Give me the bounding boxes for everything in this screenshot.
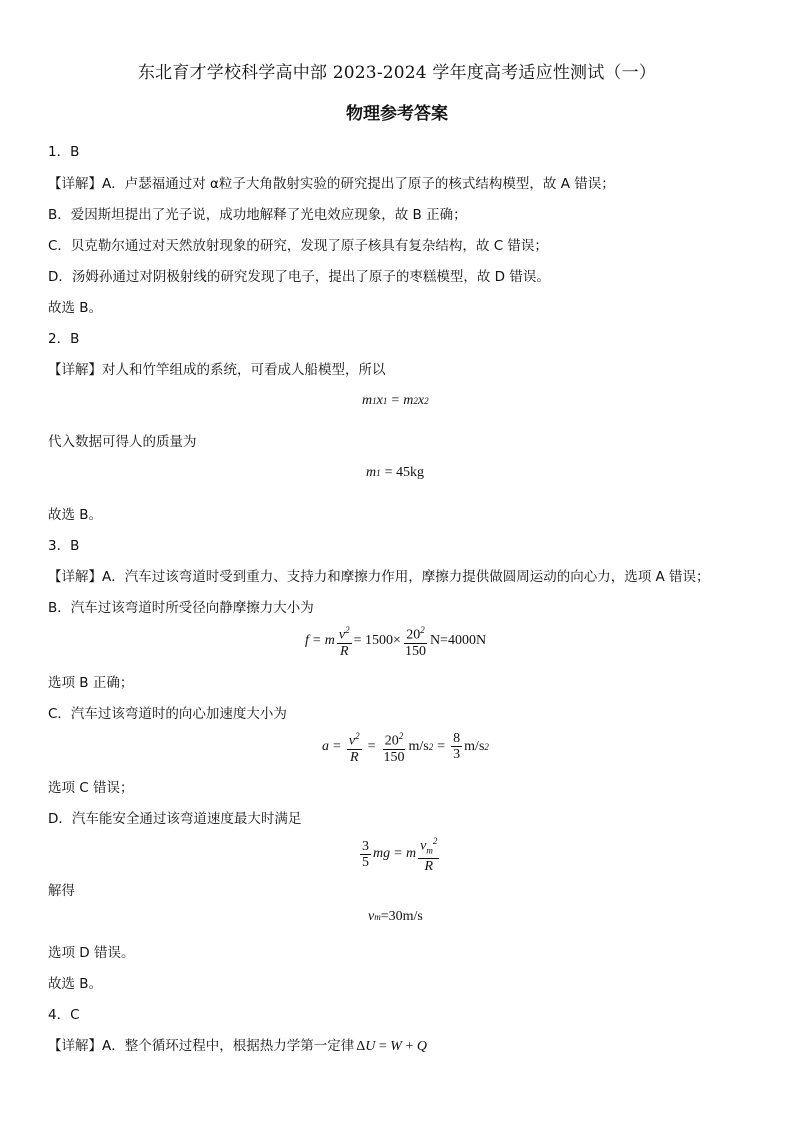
- q3-friction-mid: = 1500×: [353, 632, 401, 648]
- q3-friction-result: N=4000N: [429, 632, 487, 648]
- q3-equation-acceleration: a = $\frac{v^2}{R}$ = $\frac{20^2}{150}$ m/s 2 = $\frac{8}{3}$ m/s 2: [322, 731, 489, 765]
- q3-conclusion: 故选 B。: [48, 976, 103, 992]
- q2-text: 代入数据可得人的质量为: [48, 434, 197, 450]
- q3-answer: 3．B: [48, 538, 80, 554]
- q1-option-d: D．汤姆孙通过对阴极射线的研究发现了电子，提出了原子的枣糕模型，故 D 错误。: [48, 269, 550, 285]
- q1-option-c: C．贝克勒尔通过对天然放射现象的研究，发现了原子核具有复杂结构，故 C 错误；: [48, 238, 548, 254]
- q1-option-b: B．爱因斯坦提出了光子说，成功地解释了光电效应现象，故 B 正确；: [48, 207, 467, 223]
- q1-conclusion: 故选 B。: [48, 300, 103, 316]
- q2-equation-mass: m 1 = 45kg: [366, 465, 425, 480]
- q4-detail-a: 【详解】A．整个循环过程中，根据热力学第一定律 ΔU = W + Q: [48, 1034, 427, 1055]
- q1-detail-a: 【详解】A．卢瑟福通过对 α粒子大角散射实验的研究提出了原子的核式结构模型，故 A 错误；: [48, 176, 615, 192]
- q3-option-b-result: 选项 B 正确；: [48, 675, 134, 691]
- q3-jiede: 解得: [48, 883, 75, 899]
- q2-equation-momentum: m 1 x 1 = m 2 x 2: [362, 393, 429, 408]
- q3-option-c-result: 选项 C 错误；: [48, 780, 134, 796]
- q3-vm-value: =30m/s: [380, 909, 423, 924]
- q3-equation-vm: v m =30m/s: [368, 909, 423, 924]
- q2-detail: 【详解】对人和竹竿组成的系统，可看成人船模型，所以: [48, 362, 386, 378]
- q3-option-d-result: 选项 D 错误。: [48, 945, 135, 961]
- q3-option-b: B．汽车过该弯道时所受径向静摩擦力大小为: [48, 600, 314, 616]
- q4-detail-text: 【详解】A．整个循环过程中，根据热力学第一定律: [48, 1038, 355, 1054]
- q3-option-d: D．汽车能安全通过该弯道速度最大时满足: [48, 811, 302, 827]
- q3-acc-unit-1: m/s: [408, 738, 429, 754]
- document-subtitle: 物理参考答案: [346, 104, 448, 124]
- q2-conclusion: 故选 B。: [48, 507, 103, 523]
- document-title: 东北育才学校科学高中部 2023-2024 学年度高考适应性测试（一）: [137, 63, 657, 83]
- q3-equation-max-speed: $\frac{3}{5}$ mg = m $\frac{v_m^2}{R}$: [362, 836, 438, 875]
- q3-option-c: C．汽车过该弯道时的向心加速度大小为: [48, 706, 287, 722]
- q3-acc-unit-2: m/s: [464, 738, 485, 754]
- q1-answer: 1．B: [48, 144, 80, 160]
- q2-answer: 2．B: [48, 331, 80, 347]
- q3-equation-friction: f = m $\frac{v^2}{R}$ = 1500× $\frac{20^2}{150}$ N=4000N: [305, 625, 487, 659]
- q3-detail-a: 【详解】A．汽车过该弯道时受到重力、支持力和摩擦力作用，摩擦力提供做圆周运动的向心力，选项 A 错误；: [48, 569, 710, 585]
- q4-answer: 4．C: [48, 1007, 80, 1023]
- q2-mass-value: = 45kg: [384, 465, 425, 480]
